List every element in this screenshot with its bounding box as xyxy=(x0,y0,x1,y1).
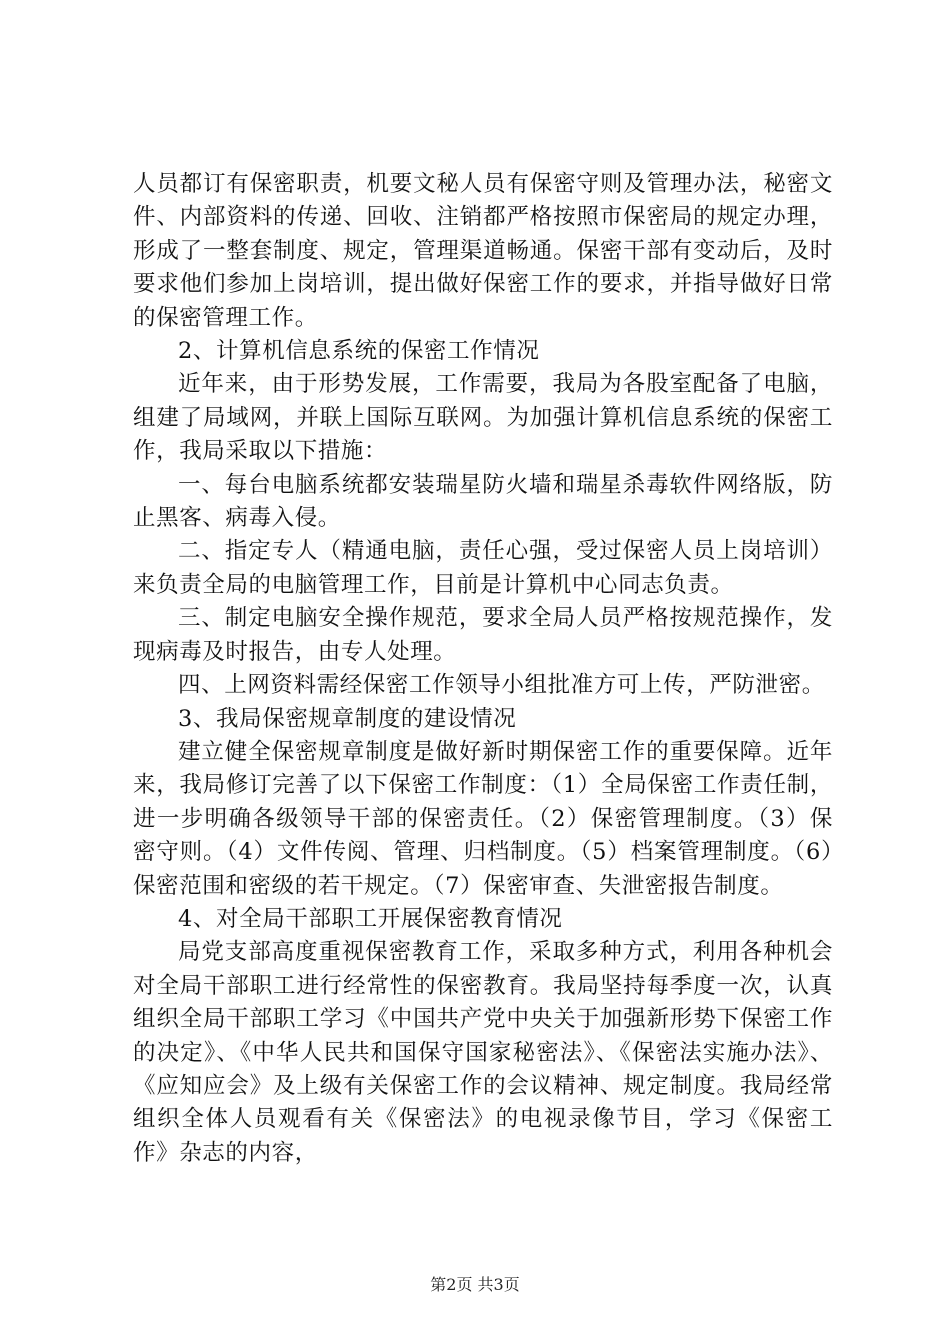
measure-item-2: 二、指定专人（精通电脑，责任心强，受过保密人员上岗培训）来负责全局的电脑管理工作，目前是计算机中心同志负责。 xyxy=(133,538,833,598)
measure-item-4: 四、上网资料需经保密工作领导小组批准方可上传，严防泄密。 xyxy=(178,672,825,699)
page-footer: 第2页 共3页 xyxy=(430,1275,520,1294)
section-heading-4: 4、对全局干部职工开展保密教育情况 xyxy=(178,905,563,932)
paragraph-0: 人员都订有保密职责，机要文秘人员有保密守则及管理办法，秘密文件、内部资料的传递、回收、注销都严格按照市保密局的规定办理，形成了一整套制度、规定，管理渠道畅通。保密干部有变动后，及时要求他们参加上岗培训，提出做好保密工作的要求，并指导做好日常的保密管理工作。 xyxy=(133,171,833,331)
section-heading-3: 3、我局保密规章制度的建设情况 xyxy=(178,705,517,732)
section-heading-2: 2、计算机信息系统的保密工作情况 xyxy=(178,338,540,365)
measure-item-1: 一、每台电脑系统都安装瑞星防火墙和瑞星杀毒软件网络版，防止黑客、病毒入侵。 xyxy=(133,471,833,532)
paragraph-2: 近年来，由于形势发展，工作需要，我局为各股室配备了电脑，组建了局域网，并联上国际互联网。为加强计算机信息系统的保密工作，我局采取以下措施： xyxy=(133,371,833,465)
paragraph-8: 建立健全保密规章制度是做好新时期保密工作的重要保障。近年来，我局修订完善了以下保密工作制度：（1）全局保密工作责任制，进一步明确各级领导干部的保密责任。（2）保密管理制度。（3）保密守则。（4）文件传阅、管理、归档制度。（5）档案管理制度。（6）保密范围和密级的若干规定。（7）保密审查、失泄密报告制度。 xyxy=(133,738,833,899)
paragraph-10: 局党支部高度重视保密教育工作，采取多种方式，利用各种机会对全局干部职工进行经常性的保密教育。我局坚持每季度一次，认真组织全局干部职工学习《中国共产党中央关于加强新形势下保密工作的决定》、《中华人民共和国保守国家秘密法》、《保密法实施办法》、《应知应会》及上级有关保密工作的会议精神、规定制度。我局经常组织全体人员观看有关《保密法》的电视录像节目，学习《保密工作》杂志的内容， xyxy=(133,939,833,1166)
document-body xyxy=(133,168,833,1170)
measure-item-3: 三、制定电脑安全操作规范，要求全局人员严格按规范操作，发现病毒及时报告，由专人处理。 xyxy=(133,605,833,665)
